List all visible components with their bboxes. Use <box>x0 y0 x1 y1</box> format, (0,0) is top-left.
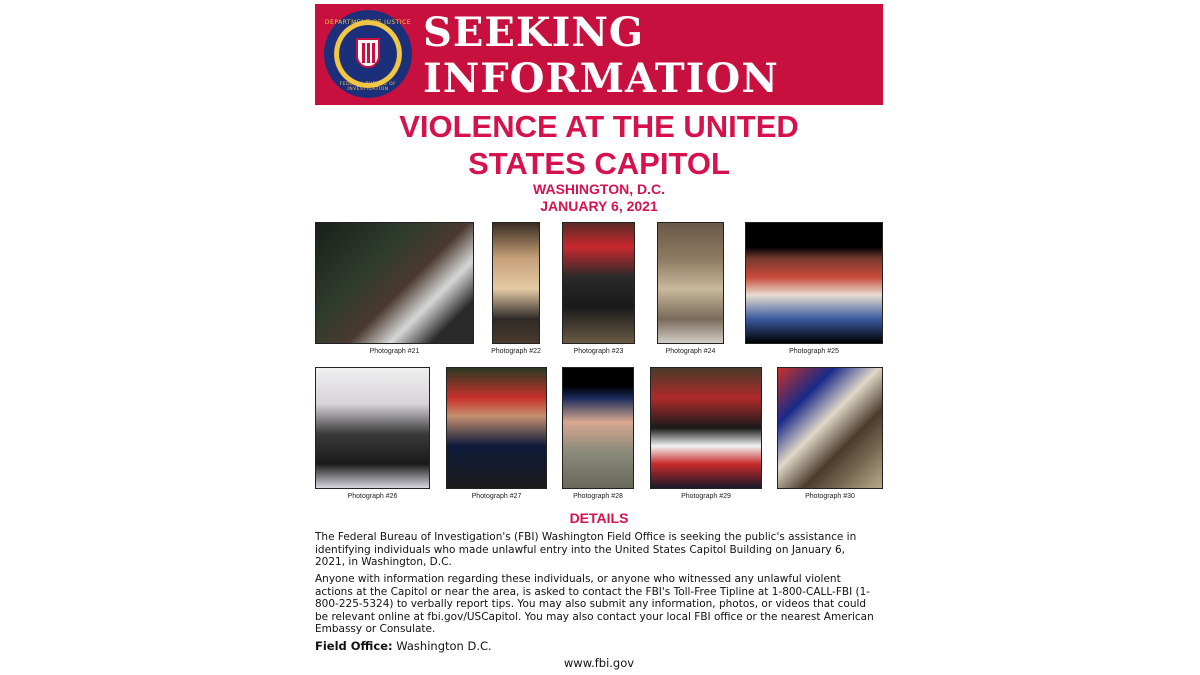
details-paragraph-1: The Federal Bureau of Investigation's (FBI) Washington Field Office is seeking the public's assistance in identifying individuals who made unlawful entry into the United States Capitol Building on January 6, 2021, in Washington, D.C. <box>315 531 857 568</box>
photo-28 <box>562 367 634 489</box>
caption-28: Photograph #28 <box>573 493 623 500</box>
photo-29 <box>650 367 762 489</box>
banner-line-2: INFORMATION <box>423 55 779 102</box>
date-text: JANUARY 6, 2021 <box>540 198 658 214</box>
photo-26 <box>315 367 430 489</box>
seeking-information-banner <box>315 4 883 105</box>
details-heading: DETAILS <box>569 510 629 526</box>
caption-30: Photograph #30 <box>805 493 855 500</box>
photo-24 <box>657 222 724 344</box>
wanted-poster <box>315 0 883 675</box>
photo-30 <box>777 367 883 489</box>
photo-23 <box>562 222 635 344</box>
photo-25 <box>745 222 883 344</box>
caption-29: Photograph #29 <box>681 493 731 500</box>
title-line-2: STATES CAPITOL <box>468 146 730 181</box>
photo-21 <box>315 222 474 344</box>
poster-title <box>315 108 883 182</box>
details-paragraph-2: Anyone with information regarding these individuals, or anyone who witnessed any unlawful violent actions at the Capitol or near the area, is asked to contact the FBI's Toll-Free Tipline at 1-800-CALL-FBI (1-800-225-5324) to verbally report tips. You may also submit any information, photos, or videos that could be relevant online at fbi.gov/USCapitol. You may also contact your local FBI office or the nearest American Embassy or Consulate. <box>315 573 874 635</box>
photo-22 <box>492 222 540 344</box>
caption-25: Photograph #25 <box>789 348 839 355</box>
location-text: WASHINGTON, D.C. <box>533 181 665 197</box>
title-line-1: VIOLENCE AT THE UNITED <box>399 109 799 144</box>
caption-21: Photograph #21 <box>369 348 420 355</box>
caption-26: Photograph #26 <box>347 493 398 500</box>
field-office-value: Washington D.C. <box>396 639 492 653</box>
field-office <box>315 639 492 653</box>
caption-23: Photograph #23 <box>573 348 624 355</box>
seal-bottom-text: FEDERAL BUREAU OF INVESTIGATION <box>339 82 397 92</box>
field-office-label: Field Office: <box>315 639 393 653</box>
caption-24: Photograph #24 <box>665 348 716 355</box>
seal-top-text: DEPARTMENT OF JUSTICE <box>324 19 412 26</box>
photo-27 <box>446 367 547 489</box>
caption-27: Photograph #27 <box>471 493 522 500</box>
seal-shield-icon <box>356 38 380 68</box>
fbi-seal-icon <box>324 10 412 98</box>
caption-22: Photograph #22 <box>491 348 541 355</box>
banner-line-1: SEEKING <box>423 9 645 56</box>
banner-title <box>423 10 779 102</box>
fbi-website-link[interactable]: www.fbi.gov <box>563 656 635 670</box>
